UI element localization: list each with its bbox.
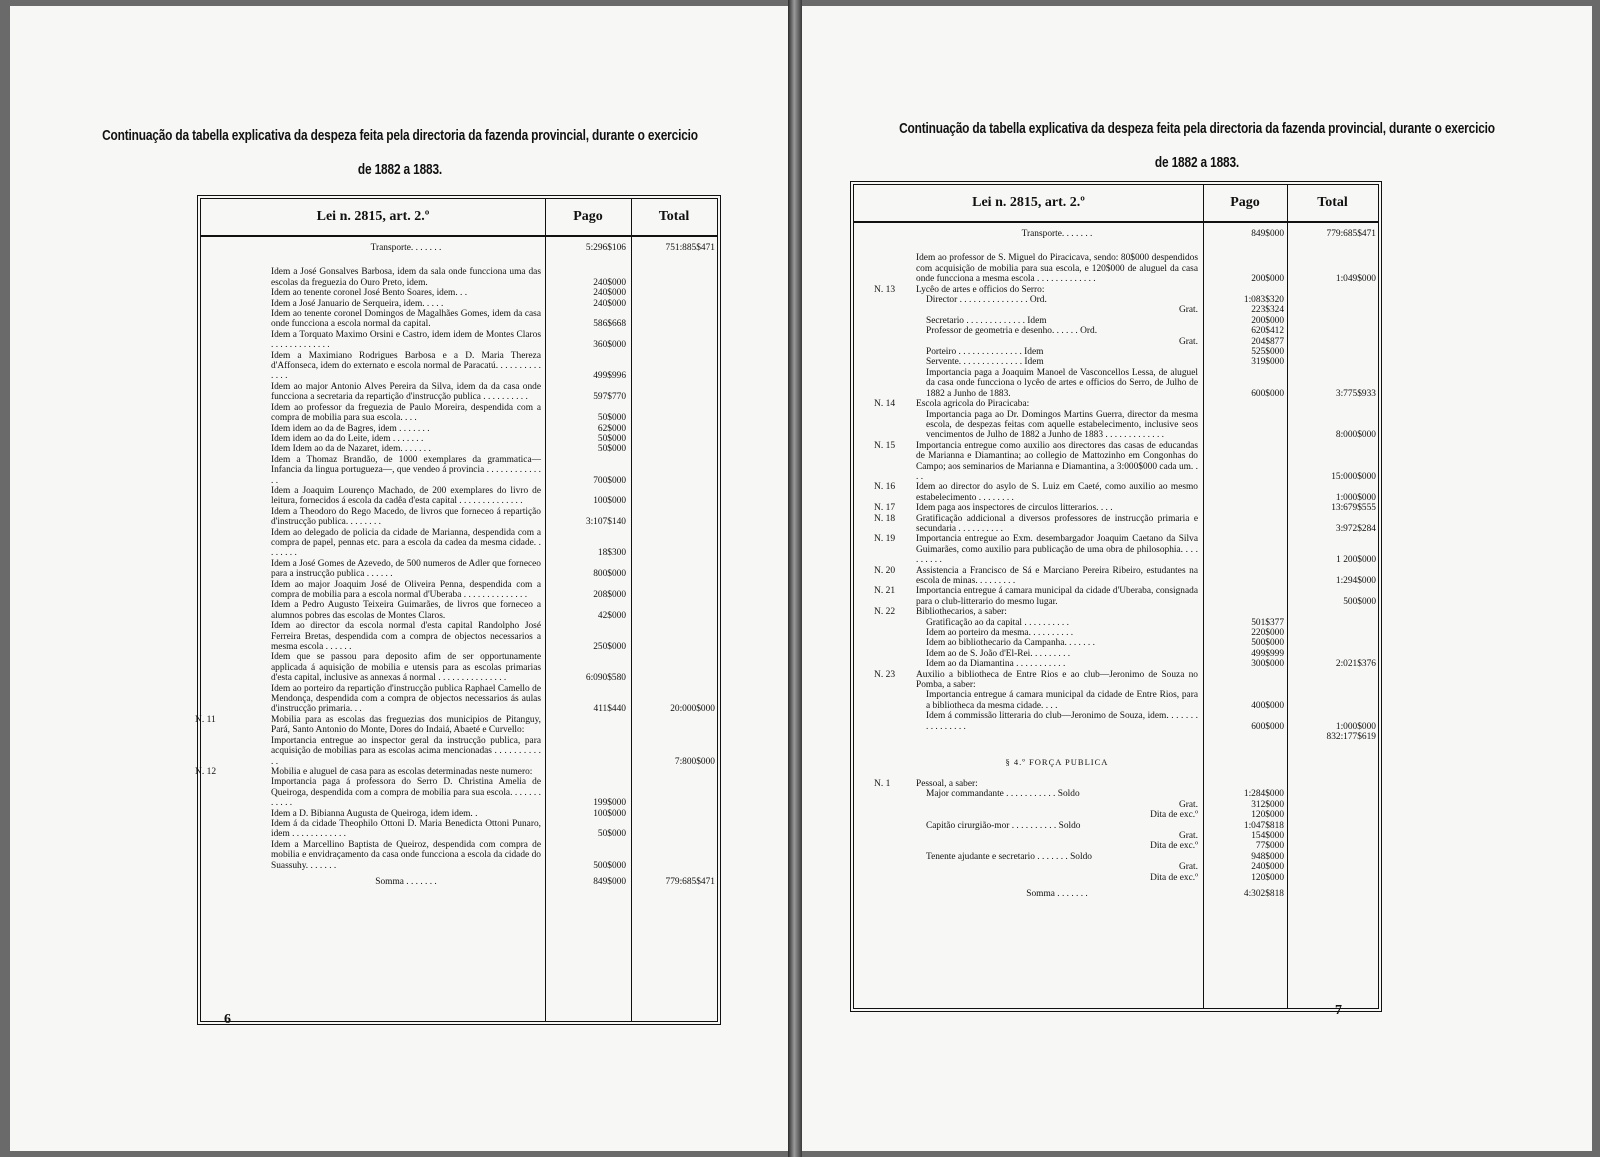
pago-value: 499$996 — [593, 371, 626, 382]
item-description: Capitão cirurgião-mor . . . . . . . . . . Soldo — [926, 820, 1081, 831]
pago-value: 600$000 — [1251, 721, 1284, 732]
item-description: Idem a Torquato Maximo Orsini e Castro, idem idem de Montes Claros . . . . . . . . . . . . . — [271, 329, 541, 351]
pago-value: 240$000 — [593, 288, 626, 299]
header-lei: Lei n. 2815, art. 2.º — [316, 209, 430, 224]
item-description: Idem idem ao da de Bagres, idem . . . . . . . — [271, 423, 430, 434]
table-row — [201, 403, 717, 424]
item-number: N. 12 — [195, 766, 217, 777]
item-description: Transporte. . . . . . . — [370, 243, 442, 253]
item-description: Idem ao tenente coronel Domingos de Magalhães Gomes, idem da casa onde funcciona a escola normal da capital. — [271, 309, 541, 330]
left-page-title — [31, 119, 769, 187]
pago-value: 6:090$580 — [585, 673, 626, 684]
book-gutter — [788, 0, 802, 1157]
table-row — [201, 736, 717, 767]
total-value: 15:000$000 — [1331, 471, 1376, 482]
item-description: Somma . . . . . . . — [1026, 888, 1088, 899]
item-description: Grat. — [1178, 862, 1198, 873]
table-row — [201, 559, 717, 580]
total-value: 751:885$471 — [665, 243, 715, 253]
table-row — [854, 566, 1378, 587]
item-description: Idem ao porteiro da repartição d'instrucção publica Raphael Camello de Mendonça, despendida com a compra de objectos necessarios ás aulas d'instrucção primaria. . . — [271, 683, 541, 715]
total-value: 500$000 — [1343, 596, 1376, 607]
page-number: 6 — [224, 1012, 231, 1027]
table-row — [195, 766, 717, 777]
item-description: Idem idem ao da do Leite, idem . . . . . . . — [271, 433, 424, 444]
pago-value: 42$000 — [597, 610, 626, 621]
table-row — [854, 441, 1378, 483]
total-value: 779:685$471 — [665, 876, 715, 887]
table-row — [854, 862, 1378, 872]
pago-value: 1:284$000 — [1243, 789, 1284, 800]
pago-value: 250$000 — [593, 642, 626, 653]
table-row — [854, 357, 1378, 367]
table-row — [201, 777, 717, 808]
item-description: Idem a Joaquim Lourenço Machado, de 200 exemplares do livro de leitura, fornecidos á escola da cadêa d'esta capital . . . . . . . . . . . . . . — [271, 485, 541, 507]
pago-value: 620$412 — [1251, 326, 1284, 337]
table-row — [201, 444, 717, 454]
table-row — [854, 670, 1378, 691]
pago-value: 208$000 — [593, 590, 626, 600]
total-value: 3:775$933 — [1335, 388, 1376, 399]
table-row — [854, 618, 1378, 628]
total-value: 1:049$000 — [1335, 274, 1376, 285]
table-row — [201, 840, 717, 871]
pago-value: 50$000 — [597, 444, 626, 455]
table-row — [854, 873, 1378, 883]
total-value: 1 200$000 — [1336, 555, 1376, 566]
pago-value: 120$000 — [1251, 872, 1284, 883]
table-row — [195, 714, 717, 736]
item-description: Idem ao director do asylo de S. Luiz em Caeté, como auxilio ao mesmo estabelecimento . . . . . . . . — [916, 482, 1198, 503]
item-description: Mobilia e aluguel de casa para as escolas determinadas neste numero: — [271, 766, 533, 777]
table-row — [201, 819, 717, 840]
item-description: Somma . . . . . . . — [375, 876, 437, 887]
item-description: Gratificação ao da capital . . . . . . . . . . — [926, 617, 1069, 628]
table-row — [854, 399, 1378, 409]
item-description: Grat. — [1178, 305, 1198, 316]
table-row — [201, 455, 717, 486]
item-description: Idem ao bibliothecario da Campanha. . . . . . . — [926, 638, 1095, 649]
item-number: N. 1 — [874, 778, 891, 789]
table-row — [854, 649, 1378, 659]
item-description: Idem ao da Diamantina . . . . . . . . . . . — [926, 659, 1066, 670]
title-line-1: Continuação da tabella explicativa da despeza feita pela directoria da fazenda provincial, durante o exercicio — [102, 128, 698, 144]
pago-value: 525$000 — [1251, 347, 1284, 358]
table-row — [854, 503, 1378, 513]
item-description: Secretario . . . . . . . . . . . . . Idem — [926, 315, 1047, 326]
table-row — [201, 486, 717, 507]
item-description: Director . . . . . . . . . . . . . . . Ord. — [926, 295, 1047, 306]
pago-value: 312$000 — [1251, 799, 1284, 810]
table-row — [854, 316, 1378, 326]
item-description: Idem ao delegado de policia da cidade de Marianna, despendida com a compra de papel, pennas etc. para a escola da cadea da mesma cidade. . . . . . . . — [271, 527, 541, 559]
title-line-2: de 1882 a 1883. — [357, 162, 443, 178]
item-number: N. 11 — [195, 714, 216, 725]
pago-value: 597$770 — [593, 392, 626, 403]
total-value: 1:000$000 — [1335, 721, 1376, 732]
item-description: Idem a José Gonsalves Barbosa, idem da sala onde funcciona uma das escolas da freguezia do Ouro Preto, idem. — [271, 267, 541, 288]
item-description: § 4.º FORÇA PUBLICA — [1005, 756, 1109, 767]
item-description: Auxilio a bibliotheca de Entre Rios e ao club—Jeronimo de Souza no Pomba, a saber: — [916, 669, 1198, 691]
table-row — [854, 889, 1378, 899]
right-expense-table — [850, 181, 1382, 1012]
item-number: N. 16 — [874, 482, 896, 493]
pago-value: 948$000 — [1251, 851, 1284, 862]
item-description: Idem ao professor da freguezia de Paulo Moreira, despendida com a compra de mobilia para sua escola. . . . — [271, 402, 541, 424]
item-description: Grat. — [1178, 336, 1198, 347]
pago-value: 800$000 — [593, 569, 626, 580]
item-description: Importancia entregue á camara municipal da cidade de Entre Rios, para a bibliotheca da mesma cidade. . . . — [926, 690, 1198, 711]
header-total: Total — [658, 209, 690, 224]
table-row — [201, 507, 717, 528]
table-row — [201, 580, 717, 601]
table-row — [201, 309, 717, 330]
total-value: 2:021$376 — [1335, 659, 1376, 670]
right-page-title — [828, 112, 1566, 180]
item-description: Grat. — [1178, 799, 1198, 810]
item-description: Idem a Thomaz Brandão, de 1000 exemplares da grammatica—Infancia da lingua portugueza—, que vendeo á provincia . . . . . . . . . . . . . . — [271, 454, 541, 486]
table-row — [854, 628, 1378, 638]
pago-value: 1:047$818 — [1243, 820, 1284, 831]
pago-value: 3:107$140 — [585, 517, 626, 528]
header-lei: Lei n. 2815, art. 2.º — [972, 195, 1085, 210]
item-description: Lycêo de artes e officios do Serro: — [916, 284, 1045, 295]
total-value: 7:800$000 — [674, 756, 715, 767]
table-row — [854, 305, 1378, 315]
table-row — [854, 368, 1378, 399]
pago-value: 849$000 — [1251, 229, 1284, 239]
pago-value: 499$999 — [1251, 648, 1284, 659]
item-description: Grat. — [1178, 830, 1198, 841]
table-body — [195, 243, 717, 887]
pago-value: 4:302$818 — [1243, 888, 1284, 899]
pago-value: 200$000 — [1251, 274, 1284, 285]
item-number: N. 23 — [874, 669, 896, 680]
table-row — [201, 652, 717, 683]
item-description: Importancia paga ao Dr. Domingos Martins Guerra, director da mesma escola, de despezas feitas com aquelle estabelecimento, inclusive seos vencimentos de Julho de 1882 a Junho de 1883 . . . . . . . . . . . . . — [926, 409, 1198, 441]
table-row — [201, 330, 717, 351]
item-description: Dita de exc.º — [1150, 841, 1198, 852]
item-number: N. 14 — [874, 399, 896, 410]
table-row — [854, 852, 1378, 862]
item-description: Bibliothecarios, a saber: — [916, 607, 1007, 618]
table-row — [854, 285, 1378, 295]
pago-value: 700$000 — [593, 475, 626, 486]
item-description: Idem a Pedro Augusto Teixeira Guimarães, de livros que forneceo a alumnos pobres das escolas de Montes Claros. — [271, 600, 541, 621]
item-number: N. 17 — [874, 503, 896, 514]
table-row — [201, 434, 717, 444]
table-row — [854, 514, 1378, 535]
item-description: Idem que se passou para deposito afim de ser opportunamente applicada á aquisição de mobilia e utensis para as escolas primarias d'esta capital, inclusive as annexas á normal . . . . . . . . . . . . . . . — [271, 652, 541, 684]
table-row — [854, 586, 1378, 607]
item-description: Idem a José Gomes de Azevedo, de 500 numeros de Adler que forneceo para a instrucção publica . . . . . . — [271, 558, 541, 580]
total-value: 13:679$555 — [1331, 503, 1376, 514]
table-row — [201, 351, 717, 382]
header-total: Total — [1317, 195, 1348, 210]
item-description: Idem Idem ao da de Nazaret, idem. . . . . . . — [271, 444, 431, 455]
pago-value: 50$000 — [597, 413, 626, 424]
pago-value: 500$000 — [1251, 638, 1284, 649]
item-description: Idem ao porteiro da mesma. . . . . . . . . . — [926, 628, 1074, 639]
pago-value: 360$000 — [593, 340, 626, 351]
table-row — [854, 732, 1378, 742]
pago-value: 849$000 — [593, 876, 626, 887]
pago-value: 5:296$106 — [585, 243, 626, 253]
pago-value: 77$000 — [1255, 841, 1284, 852]
pago-value: 400$000 — [1251, 700, 1284, 711]
item-description: Idem á commissão litteraria do club—Jeronimo de Souza, idem. . . . . . . . . . . . . . . . — [926, 711, 1198, 732]
pago-value: 154$000 — [1251, 830, 1284, 841]
item-description: Idem ao professor de S. Miguel do Piracicava, sendo: 80$000 despendidos com acquisição de mobilia para sua escola, e 120$000 de aluguel da casa onde funcciona a mesma escola . . . . . . . . . . . . . — [916, 253, 1198, 285]
left-expense-table — [197, 195, 721, 1025]
table-row — [201, 267, 717, 288]
table-row — [854, 821, 1378, 831]
pago-value: 600$000 — [1251, 388, 1284, 399]
item-description: Idem á da cidade Theophilo Ottoni D. Maria Benedicta Ottoni Punaro, idem . . . . . . . . . . . . — [271, 818, 541, 840]
page-number: 7 — [1335, 1003, 1342, 1018]
table-row — [201, 600, 717, 621]
table-row — [854, 690, 1378, 711]
pago-value: 300$000 — [1251, 659, 1284, 670]
item-description: Importancia paga a Joaquim Manoel de Vasconcellos Lessa, de aluguel da casa onde funcciona o lycêo de artes e officios do Serro, de Julho de 1882 a Junho de 1883. — [926, 367, 1198, 399]
pago-value: 204$877 — [1251, 336, 1284, 347]
pago-value: 223$324 — [1251, 305, 1284, 316]
pago-value: 100$000 — [593, 808, 626, 819]
item-description: Idem ao tenente coronel José Bento Soares, idem. . . — [271, 288, 468, 299]
total-value: 20:000$000 — [670, 704, 715, 715]
total-value: 8:000$000 — [1335, 430, 1376, 441]
pago-value: 500$000 — [593, 860, 626, 871]
pago-value: 199$000 — [593, 798, 626, 809]
item-description: Idem a D. Bibianna Augusta de Queiroga, idem idem. . — [271, 808, 478, 819]
pago-value: 411$440 — [593, 704, 626, 715]
item-description: Pessoal, a saber: — [916, 778, 978, 789]
table-row — [854, 534, 1378, 565]
title-line-2: de 1882 a 1883. — [1154, 155, 1240, 171]
item-description: Idem a José Januario de Serqueira, idem. . . . . — [271, 298, 444, 309]
table-row — [854, 229, 1378, 239]
item-description: Idem ao de S. João d'El-Rei. . . . . . . . . — [926, 648, 1071, 659]
item-description: Idem paga aos inspectores de circulos litterarios. . . . — [916, 503, 1113, 514]
pago-value: 220$000 — [1251, 628, 1284, 639]
table-row — [854, 789, 1378, 799]
table-header — [201, 199, 717, 237]
table-row — [854, 638, 1378, 648]
item-description: Tenente ajudante e secretario . . . . . . . Soldo — [926, 851, 1092, 862]
total-value: 1:294$000 — [1335, 576, 1376, 586]
item-number: N. 21 — [874, 586, 896, 597]
pago-value: 200$000 — [1251, 315, 1284, 326]
table-row — [201, 809, 717, 819]
item-description: Importancia entregue á camara municipal da cidade d'Uberaba, consignada para o club-litterario do mesmo lugar. — [916, 586, 1198, 607]
item-number: N. 22 — [874, 607, 896, 618]
header-pago: Pago — [1230, 195, 1260, 210]
pago-value: 586$668 — [593, 319, 626, 330]
table-row — [854, 810, 1378, 820]
item-description: Professor de geometria e desenho. . . . . . Ord. — [926, 326, 1098, 337]
header-pago: Pago — [573, 209, 603, 224]
item-description: Mobilia para as escolas das freguezias dos municipios de Pitanguy, Pará, Santo Antonio do Monte, Dores do Indaiá, Abaeté e Curvello: — [271, 714, 541, 736]
item-description: Assistencia a Francisco de Sá e Marciano Pereira Ribeiro, estudantes na escola de minas. . . . . . . . . — [916, 565, 1198, 586]
table-row — [201, 528, 717, 559]
pago-value: 62$000 — [597, 423, 626, 434]
pago-value: 240$000 — [593, 277, 626, 288]
table-row — [201, 382, 717, 403]
pago-value: 50$000 — [597, 433, 626, 444]
item-description: Idem ao director da escola normal d'esta capital Randolpho José Ferreira Bretas, despendida com a compra de objectos necessarios a mesma escola . . . . . . — [271, 621, 541, 653]
right-page — [802, 6, 1592, 1151]
total-value: 779:685$471 — [1326, 229, 1376, 239]
item-number: N. 15 — [874, 440, 896, 451]
item-description: Escola agricola do Piracicaba: — [916, 399, 1030, 410]
table-row — [854, 337, 1378, 347]
table-row — [854, 326, 1378, 336]
item-description: Importancia entregue ao inspector geral da instrucção publica, para acquisição de mobilias para as escolas acima mencionadas . . . . . . . . . . . . — [271, 735, 541, 767]
item-description: Transporte. . . . . . . — [1021, 229, 1093, 239]
item-number: N. 20 — [874, 565, 896, 576]
table-row — [854, 711, 1378, 732]
item-description: Idem a Theodoro do Rego Macedo, de livros que forneceo á repartição d'instrucção publica. . . . . . . . — [271, 506, 541, 528]
table-row — [854, 347, 1378, 357]
item-number: N. 19 — [874, 534, 896, 545]
table-row — [201, 684, 717, 715]
table-row — [854, 659, 1378, 669]
table-row — [854, 482, 1378, 503]
item-description: Idem a Maximiano Rodrigues Barbosa e a D. Maria Thereza d'Affonseca, idem do externato e escola normal de Paracatú. . . . . . . . . . . . . . — [271, 350, 541, 382]
item-description: Dita de exc.º — [1150, 810, 1198, 821]
table-row — [201, 299, 717, 309]
table-row — [201, 877, 717, 887]
table-row — [201, 288, 717, 298]
total-value: 3:972$284 — [1335, 523, 1376, 534]
total-value: 832:177$619 — [1326, 732, 1376, 743]
title-line-1: Continuação da tabella explicativa da despeza feita pela directoria da fazenda provincial, durante o exercicio — [899, 121, 1495, 137]
pago-value: 501$377 — [1251, 617, 1284, 628]
pago-value: 319$000 — [1251, 357, 1284, 368]
table-header — [854, 185, 1378, 223]
item-number: N. 18 — [874, 513, 896, 524]
table-row — [854, 779, 1378, 789]
item-description: Servente. . . . . . . . . . . . . . Idem — [926, 357, 1044, 368]
left-page — [10, 6, 788, 1151]
table-row — [854, 253, 1378, 284]
item-description: Porteiro . . . . . . . . . . . . . . Idem — [926, 347, 1044, 358]
item-description: Importancia entregue ao Exm. desembargador Joaquim Caetano da Silva Guimarães, como auxilio para publicação de uma obra de philosophia. . . . . . . . . . — [916, 534, 1198, 566]
pago-value: 100$000 — [593, 496, 626, 507]
table-row — [854, 410, 1378, 441]
item-number: N. 13 — [874, 284, 896, 295]
pago-value: 120$000 — [1251, 810, 1284, 821]
table-row — [854, 295, 1378, 305]
item-description: Importancia paga á professora do Serro D. Christina Amelia de Queiroga, despendida com a compra de mobilia para sua escola. . . . . . . . . . . . — [271, 777, 541, 809]
table-body — [854, 229, 1378, 899]
item-description: Dita de exc.º — [1150, 872, 1198, 883]
table-row — [854, 607, 1378, 617]
pago-value: 18$300 — [597, 548, 626, 559]
table-row — [201, 424, 717, 434]
item-description: Idem ao major Antonio Alves Pereira da Silva, idem da da casa onde funcciona a secretaria da repartição d'instrucção publica . . . . . . . . . . — [271, 381, 541, 403]
item-description: Major commandante . . . . . . . . . . . Soldo — [926, 789, 1080, 800]
table-row — [854, 831, 1378, 841]
item-description: Importancia entregue como auxilio aos directores das casas de educandas de Marianna e Diamantina; ao collegio de Mattozinho em Congonhas do Campo; aos seminarios de Marianna e Diamantina, a 3:000$000 cada um. . . . — [916, 440, 1198, 482]
pago-value: 50$000 — [597, 829, 626, 840]
pago-value: 240$000 — [593, 298, 626, 309]
table-row — [854, 800, 1378, 810]
pago-value: 240$000 — [1251, 862, 1284, 873]
item-description: Gratificação addicional a diversos professores de instrucção primaria e secundaria . . . . . . . . . . — [916, 513, 1198, 534]
table-row — [854, 743, 1378, 779]
total-value: 1:000$000 — [1335, 492, 1376, 503]
table-row — [854, 841, 1378, 851]
pago-value: 1:083$320 — [1243, 295, 1284, 306]
item-description: Idem ao major Joaquim José de Oliveira Penna, despendida com a compra de mobilia para a escola normal d'Uberaba . . . . . . . . . . . . . . — [271, 579, 541, 600]
table-row — [201, 243, 717, 253]
item-description: Idem a Marcellino Baptista de Queiroz, despendida com compra de mobilia e envidraçamento da casa onde funcciona a escola da cidade do Suassuhy. . . . . . . — [271, 839, 541, 871]
table-row — [201, 621, 717, 652]
